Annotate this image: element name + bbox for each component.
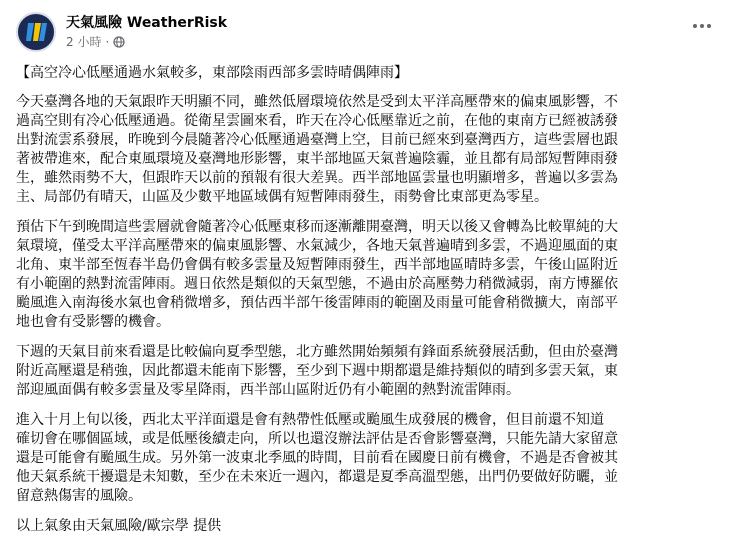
post-paragraph: 預估下午到晚間這些雲層就會隨著冷心低壓東移而逐漸離開臺灣，明天以後又會轉為比較單純的大 氣環境，僅受太平洋高壓帶來的偏東風影響、水氣減少，各地天氣普遍晴到多雲，不過迎風面的東 北角、東半部至恆春半島仍會偶有較多雲量及短暫陣雨發生，西半部地區晴時多雲，午後山區附近 有小範圍的熱對流雷陣雨。週日依然是類似的天氣型態，不過由於高壓勢力稍微減弱，南方博羅依 颱風進入南海後水氣也會稍微增多，預估西半部午後雷陣雨的範圍及雨量可能會稍微擴大，南部平 地也會有受影響的機會。 bbox=[16, 219, 618, 330]
more-options-button[interactable] bbox=[688, 16, 716, 36]
post-meta bbox=[66, 14, 227, 50]
post-subline bbox=[66, 34, 227, 50]
post-timestamp[interactable]: 2 小時 bbox=[66, 35, 102, 49]
post-paragraph: 下週的天氣目前來看還是比較偏向夏季型態，北方雖然開始頻頻有鋒面系統發展活動，但由於臺灣 附近高壓還是稍強，因此都還未能南下影響，至少到下週中期都還是維持類似的晴到多雲天氣，東 部迎風面偶有較多雲量及零星降雨，西半部山區附近仍有小範圍的熱對流雷陣雨。 bbox=[16, 344, 618, 398]
post-paragraph: 進入十月上旬以後，西北太平洋面還是會有熱帶性低壓或颱風生成發展的機會，但目前還不知道 確切會在哪個區域，或是低壓後續走向，所以也還沒辦法評估是否會影響臺灣，只能先請大家留意 還是可能會有颱風生成。另外第一波東北季風的時間，目前看在國慶日前有機會，不過是否會被其 他天氣系統干擾還是未知數，至少在未來近一週內，都還是夏季高溫型態，出門仍要做好防曬，並 留意熱傷害的風險。 bbox=[16, 412, 618, 504]
page-name-link[interactable]: 天氣風險 WeatherRisk bbox=[66, 15, 228, 31]
post-credit: 以上氣象由天氣風險/歐宗學 提供 bbox=[16, 518, 222, 534]
more-horizontal-icon bbox=[692, 23, 712, 29]
weatherrisk-logo-icon bbox=[23, 19, 49, 45]
separator-dot: · bbox=[105, 35, 110, 49]
globe-icon bbox=[113, 36, 125, 48]
post-title: 【高空冷心低壓通過水氣較多，東部陰雨西部多雲時晴偶陣雨】 bbox=[16, 65, 408, 81]
post-body bbox=[16, 64, 720, 536]
post-header bbox=[16, 10, 720, 54]
avatar[interactable] bbox=[16, 12, 56, 52]
post-paragraph: 今天臺灣各地的天氣跟昨天明顯不同，雖然低層環境依然是受到太平洋高壓帶來的偏東風影響，不 過高空則有冷心低壓通過。從衛星雲圖來看，昨天在冷心低壓靠近之前，在他的東南方已經被誘發 出對流雲系發展，昨晚到今晨隨著冷心低壓通過臺灣上空，目前已經來到臺灣西方，這些雲層也跟 著被帶進來，配合東風環境及臺灣地形影響，東半部地區天氣普遍陰霾，並且都有局部短暫陣雨發 生，雖然雨勢不大，但跟昨天以前的預報有很大差異。西半部地區雲量也明顯增多，普遍以多雲為 主、局部仍有晴天，山區及少數平地區域偶有短暫陣雨發生，雨勢會比東部更為零星。 bbox=[16, 94, 618, 205]
